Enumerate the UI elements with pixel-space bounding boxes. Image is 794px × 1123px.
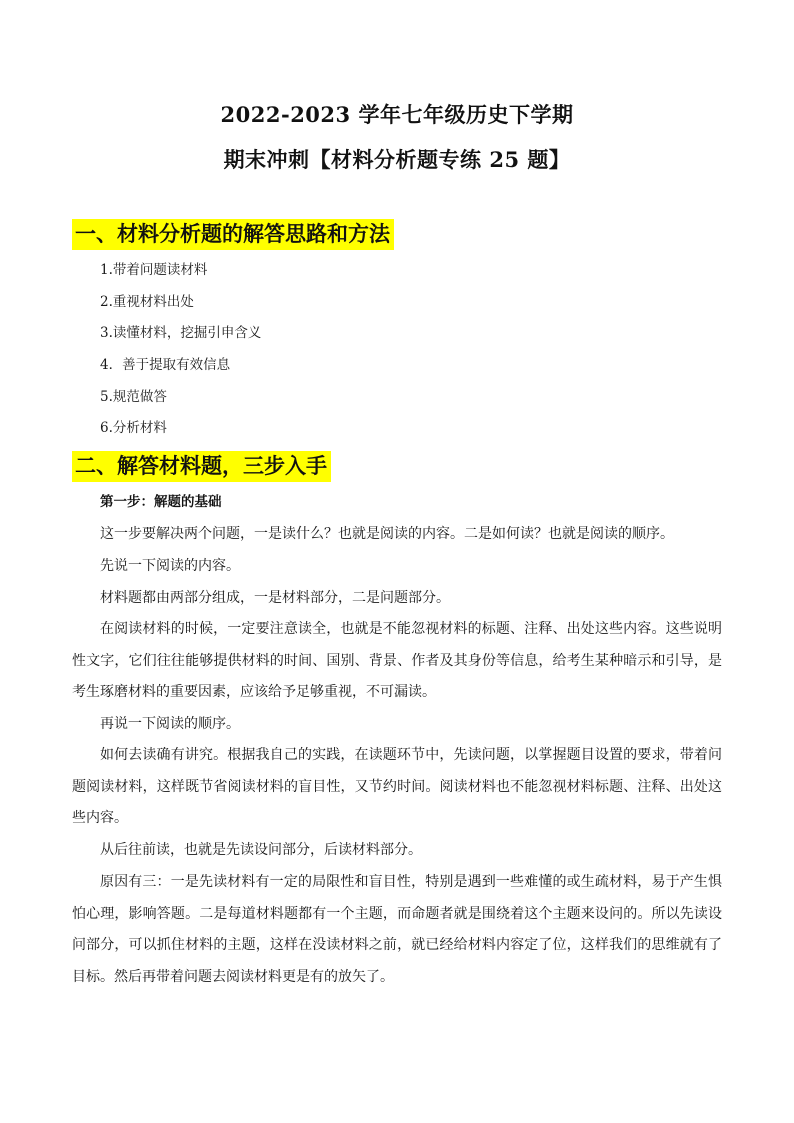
method-list-item: 3.读懂材料，挖掘引申含义: [100, 325, 262, 341]
body-paragraph: 先说一下阅读的内容。: [100, 558, 240, 574]
body-paragraph: 从后往前读，也就是先读设问部分，后读材料部分。: [100, 842, 422, 858]
method-list-item: 6.分析材料: [100, 420, 167, 436]
body-paragraph: 再说一下阅读的顺序。: [100, 716, 240, 732]
method-list-item: 4．善于提取有效信息: [100, 357, 231, 373]
section-heading-three-steps: 二、解答材料题，三步入手: [72, 451, 331, 482]
body-paragraph: 在阅读材料的时候，一定要注意读全，也就是不能忽视材料的标题、注释、出处这些内容。这些说明性文字，它们往往能够提供材料的时间、国别、背景、作者及其身份等信息，给考生某种暗示和引导，是考生琢磨材料的重要因素，应该给予足够重视，不可漏读。: [72, 621, 722, 700]
body-paragraph: 这一步要解决两个问题，一是读什么？也就是阅读的内容。二是如何读？也就是阅读的顺序。: [100, 526, 674, 542]
method-list-item: 2.重视材料出处: [100, 294, 194, 310]
method-list-item: 1.带着问题读材料: [100, 262, 208, 278]
step-one-label: 第一步：解题的基础: [100, 494, 222, 510]
body-paragraph: 原因有三：一是先读材料有一定的局限性和盲目性，特别是遇到一些难懂的或生疏材料，易于产生惧怕心理，影响答题。二是每道材料题都有一个主题，而命题者就是围绕着这个主题来设问的。所以先读设问部分，可以抓住材料的主题，这样在没读材料之前，就已经给材料内容定了位，这样我们的思维就有了目标。然后再带着问题去阅读材料更是有的放矢了。: [72, 874, 722, 985]
document-title-line1: 2022-2023 学年七年级历史下学期: [220, 102, 574, 127]
body-paragraph: 如何去读确有讲究。根据我自己的实践，在读题环节中，先读问题，以掌握题目设置的要求，带着问题阅读材料，这样既节省阅读材料的盲目性，又节约时间。阅读材料也不能忽视材料标题、注释、出处这些内容。: [72, 747, 722, 826]
section-heading-methods: 一、材料分析题的解答思路和方法: [72, 219, 394, 250]
document-title-line2: 期末冲刺【材料分析题专练 25 题】: [223, 147, 571, 172]
body-paragraph: 材料题都由两部分组成，一是材料部分，二是问题部分。: [100, 590, 450, 606]
method-list-item: 5.规范做答: [100, 389, 167, 405]
